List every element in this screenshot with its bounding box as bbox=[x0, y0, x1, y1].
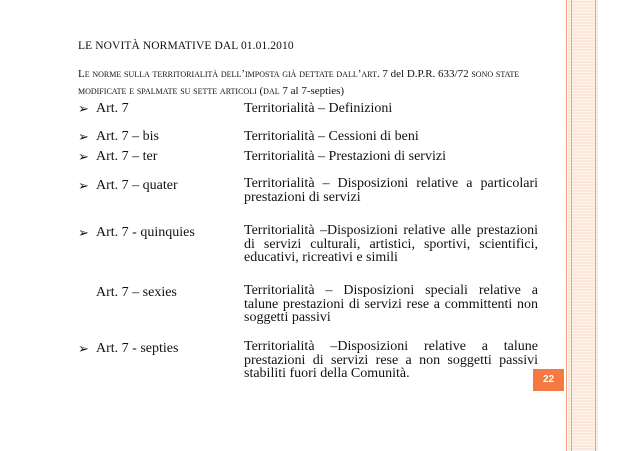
article-label: Art. 7 – bis bbox=[96, 129, 159, 144]
subtitle-part: 7 al bbox=[279, 85, 302, 97]
article-label: Art. 7 - septies bbox=[96, 341, 179, 356]
bullet-arrow-icon: ➢ bbox=[78, 178, 89, 193]
slide-title: LE NOVITÀ NORMATIVE DAL 01.01.2010 bbox=[78, 40, 294, 52]
bullet-arrow-icon: ➢ bbox=[78, 101, 89, 116]
article-description: Territorialità –Disposizioni relative alle prestazioni di servizi culturali, artistici, sportivi, scientifici, educativi, ricreativi e simili bbox=[244, 223, 538, 265]
article-description: Territorialità –Disposizioni relative a talune prestazioni di servizi rese a non soggetti passivi stabiliti fuori della Comunità. bbox=[244, 339, 538, 381]
bullet-arrow-icon: ➢ bbox=[78, 341, 89, 356]
subtitle-part: 7-septies) bbox=[301, 85, 345, 97]
article-label: Art. 7 – sexies bbox=[96, 285, 177, 300]
decorative-border-line bbox=[595, 0, 596, 451]
bullet-arrow-icon: ➢ bbox=[78, 225, 89, 240]
bullet-arrow-icon: ➢ bbox=[78, 129, 89, 144]
bullet-arrow-icon: ➢ bbox=[78, 149, 89, 164]
subtitle-part: 7 del D.P.R. 633/72 bbox=[379, 68, 472, 80]
article-description: Territorialità – Disposizioni speciali relative a talune prestazioni di servizi rese a committenti non soggetti passivi bbox=[244, 283, 538, 325]
decorative-border-band bbox=[568, 0, 598, 451]
decorative-border-line bbox=[566, 0, 567, 451]
article-description: Territorialità – Prestazioni di servizi bbox=[244, 149, 446, 164]
decorative-border-line bbox=[571, 0, 572, 451]
article-description: Territorialità – Definizioni bbox=[244, 101, 393, 116]
article-description: Territorialità – Cessioni di beni bbox=[244, 129, 419, 144]
slide-subtitle bbox=[78, 66, 548, 100]
page-number-badge: 22 bbox=[533, 369, 564, 391]
article-label: Art. 7 bbox=[96, 101, 129, 116]
article-label: Art. 7 – ter bbox=[96, 149, 158, 164]
article-label: Art. 7 – quater bbox=[96, 178, 178, 193]
article-label: Art. 7 - quinquies bbox=[96, 225, 195, 240]
subtitle-part: sono state modificate e spalmate su sette articoli (dal bbox=[78, 68, 520, 97]
subtitle-part: Le norme sulla territorialità dell’imposta già dettate dall’art. bbox=[78, 68, 380, 80]
article-description: Territorialità – Disposizioni relative a particolari prestazioni di servizi bbox=[244, 176, 538, 205]
